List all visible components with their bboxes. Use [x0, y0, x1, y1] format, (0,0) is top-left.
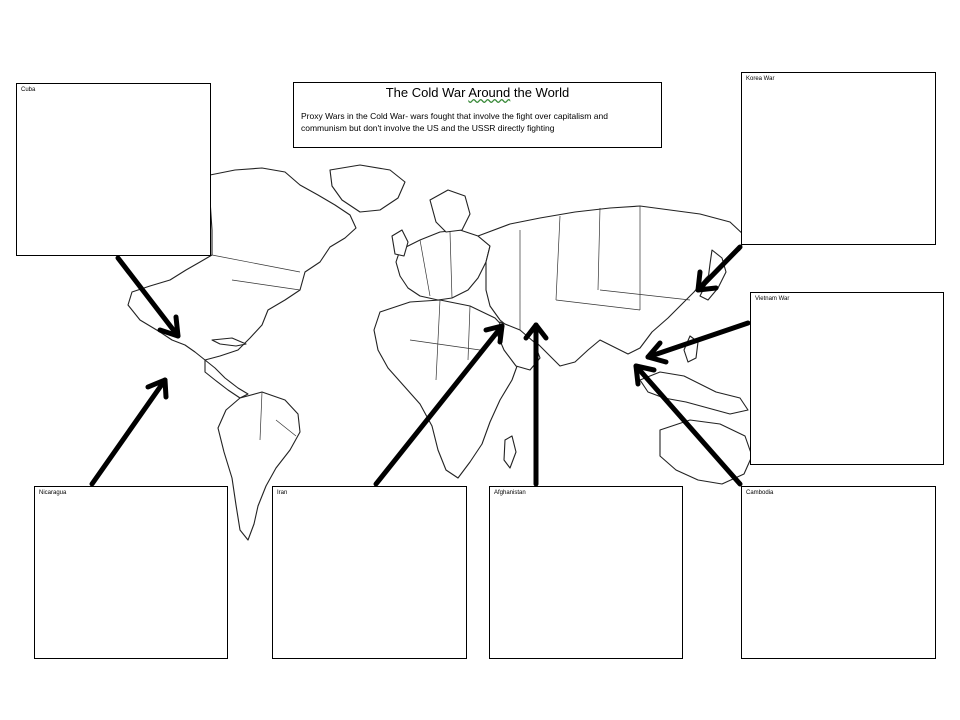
page-title: [294, 85, 661, 101]
iran-label: Iran: [277, 490, 288, 496]
central-america: [205, 360, 248, 398]
southeast-asia-islands: [640, 372, 748, 414]
arrow-nicaragua: [92, 380, 166, 484]
nicaragua-box[interactable]: [34, 486, 228, 659]
korea-box[interactable]: [741, 72, 936, 245]
cuba-label: Cuba: [21, 87, 36, 93]
nicaragua-label: Nicaragua: [39, 490, 67, 496]
korea-label: Korea War: [746, 76, 775, 82]
greenland: [330, 165, 405, 212]
title-box: [293, 82, 662, 148]
cambodia-label: Cambodia: [746, 490, 774, 496]
vietnam-box[interactable]: [750, 292, 944, 465]
afghanistan-box[interactable]: [489, 486, 683, 659]
europe: [396, 230, 490, 300]
arrow-vietnam: [648, 323, 748, 362]
vietnam-label: Vietnam War: [755, 296, 790, 302]
cambodia-box[interactable]: [741, 486, 936, 659]
title-part: The Cold War: [385, 85, 469, 100]
cuba-box[interactable]: [16, 83, 211, 256]
title-part: the World: [510, 85, 570, 100]
australia: [660, 420, 752, 484]
title-underlined-word: Around: [468, 85, 511, 100]
iran-box[interactable]: [272, 486, 467, 659]
description-text: Proxy Wars in the Cold War- wars fought that involve the fight over capitalism and communism but don't involve the US and the USSR directly fighting: [301, 111, 608, 133]
afghanistan-label: Afghanistan: [494, 490, 526, 496]
madagascar: [504, 436, 516, 468]
british-isles: [392, 230, 408, 256]
scandinavia: [430, 190, 470, 232]
